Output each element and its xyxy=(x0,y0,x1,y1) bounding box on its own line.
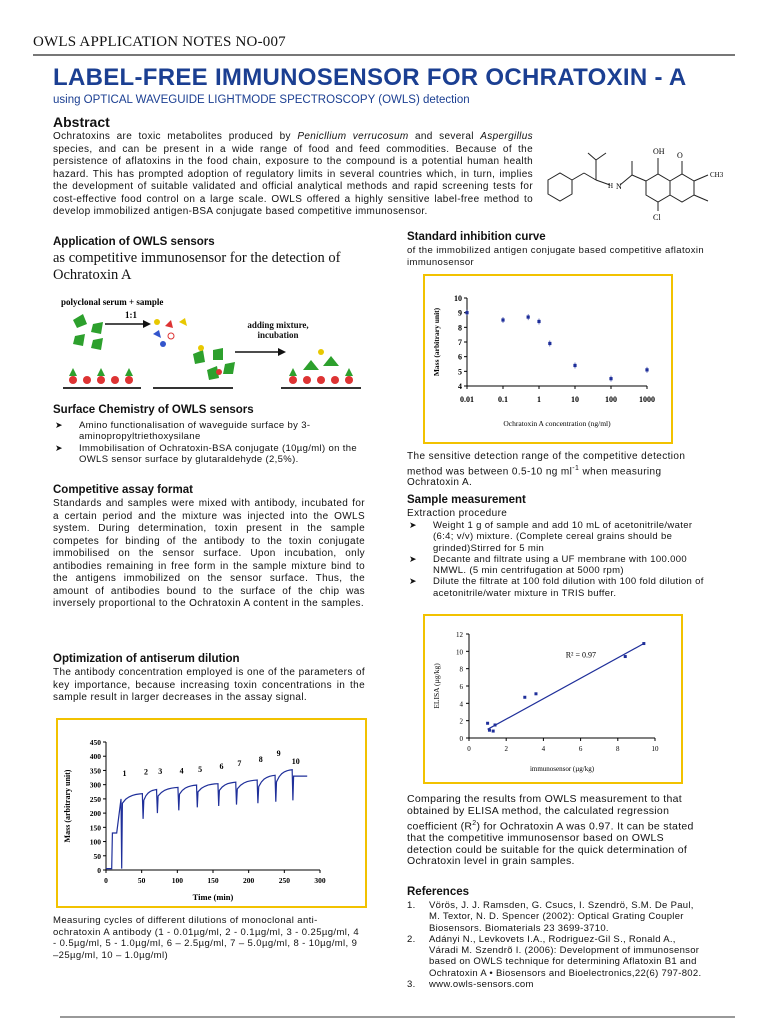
list-item: ➤ Decante and filtrate using a UF membrane with 100.000 NMWL. (5 min centrifugation at 5000 rpm) xyxy=(409,553,688,577)
y-axis-label: ELISA (µg/kg) xyxy=(432,663,441,709)
cycles-caption: Measuring cycles of different dilutions of monoclonal anti-ochratoxin A antibody (1 - 0.01µg/ml, 2 - 0.1µg/ml, 3 - 0.25µg/ml, 4 - 0.5µg/ml, 5 - 1.0µg/ml, 6 – 2.5µg/ml, 7 – 5.0µg/ml, 8 - 10µg/ml, 9 –25µg/ml, 10 – 1.0µg/ml) xyxy=(53,915,360,961)
y-tick-label: 2 xyxy=(459,717,463,726)
y-tick-label: 9 xyxy=(458,308,462,318)
x-tick-label: 0 xyxy=(104,876,108,885)
y-tick-label: 8 xyxy=(459,665,463,674)
cycle-label: 2 xyxy=(143,767,148,777)
x-tick-label: 0.01 xyxy=(460,395,474,404)
inhibition-chart-frame xyxy=(423,274,673,444)
data-point xyxy=(486,722,489,725)
structure-o-label: O xyxy=(677,151,683,160)
surface-chemistry-heading: Surface Chemistry of OWLS sensors xyxy=(53,404,254,416)
references-heading: References xyxy=(407,886,470,898)
sample-subheading: Extraction procedure xyxy=(407,508,508,519)
data-point xyxy=(494,724,497,727)
x-tick-label: 4 xyxy=(541,745,546,753)
sample-heading: Sample measurement xyxy=(407,494,526,506)
structure-ch3-label: CH3 xyxy=(710,171,724,179)
y-tick-label: 10 xyxy=(454,294,462,303)
x-axis-label: Time (min) xyxy=(192,892,234,902)
reference-item: 2. Adányi N., Levkovets I.A., Rodriguez-Gil S., Ronald A., Váradi M. Szendrõ I. (2006): Development of immunosensor based on OWLS technique for determining Aflatoxin B1 and Ochratoxin A • Biosensors and Bioelectronics,22(6) 797-802. xyxy=(407,933,702,979)
x-tick-label: 10 xyxy=(651,745,659,753)
structure-cl-label: Cl xyxy=(653,213,661,222)
x-tick-label: 100 xyxy=(605,395,617,404)
page-subtitle: using OPTICAL WAVEGUIDE LIGHTMODE SPECTROSCOPY (OWLS) detection xyxy=(53,94,470,106)
data-point xyxy=(624,655,627,658)
data-point xyxy=(488,729,491,732)
inhibition-heading: Standard inhibition curve xyxy=(407,231,546,243)
x-axis-label: immunosensor (µg/kg) xyxy=(529,765,595,773)
inhibition-subheading: of the immobilized antigen conjugate based competitive aflatoxin immunosensor xyxy=(407,245,705,268)
y-tick-label: 0 xyxy=(459,735,463,743)
page-title: LABEL-FREE IMMUNOSENSOR FOR OCHRATOXIN - A xyxy=(53,64,687,91)
schematic-adding-label: adding mixture, incubation xyxy=(247,320,309,340)
competitive-text: Standards and samples were mixed with antibody, incubated for a certain period and the mixture was injected into the OWLS system. During determination, toxin present in the sample competes for binding of the antibody to the toxin conjugate immobilised on the sensor surface. Upon incubation, only antibodies remaining in free form in the sample mixture bind to the antigens immobilized on the sensor surface. Thus, the amount of antibodies bound to the surface of the chip was inversely proportional to the Ochratoxin A content in the samples. xyxy=(53,498,365,609)
cycle-label: 3 xyxy=(158,767,163,777)
x-tick-label: 150 xyxy=(207,876,219,885)
y-tick-label: 5 xyxy=(458,367,462,377)
cycle-label: 9 xyxy=(276,749,281,759)
ochratoxin-structure xyxy=(540,125,740,225)
sample-steps-list xyxy=(407,520,707,599)
cycle-label: 4 xyxy=(179,766,184,776)
x-tick-label: 50 xyxy=(137,876,146,885)
y-tick-label: 100 xyxy=(89,837,101,847)
running-header: OWLS APPLICATION NOTES NO-007 xyxy=(33,34,286,50)
footer-rule xyxy=(60,1016,735,1018)
references-list xyxy=(407,900,707,990)
x-tick-label: 1 xyxy=(537,395,541,404)
x-tick-label: 300 xyxy=(314,876,326,885)
list-item: ➤ Amino functionalisation of waveguide surface by 3-aminopropyltriethoxysilane xyxy=(55,420,311,443)
x-tick-label: 10 xyxy=(571,395,579,404)
y-tick-label: 6 xyxy=(459,683,463,691)
y-tick-label: 250 xyxy=(89,794,101,804)
y-tick-label: 50 xyxy=(93,851,101,861)
optimization-heading: Optimization of antiserum dilution xyxy=(53,653,240,665)
y-tick-label: 4 xyxy=(459,700,463,709)
reference-item: 1. Vörös, J. J. Ramsden, G. Csucs, I. Szendrö, S.M. De Paul, M. Textor, N. D. Spencer (2002): Optical Grating Coupler Biosensors. Biomaterials 23 3699-3710. xyxy=(407,900,694,934)
assay-schematic xyxy=(53,292,373,400)
comparison-text: Comparing the results from OWLS measurement to that obtained by ELISA method, the calculated regression coefficient $(R^2)$ for Ochratoxin A was 0.97. It can be stated that the competitive immunosensor based on OWLS detection could be suitable for the quick determination of Ochratoxin level in grain samples. xyxy=(407,793,694,868)
y-tick-label: 0 xyxy=(97,866,101,875)
x-tick-label: 250 xyxy=(278,876,290,885)
cycle-label: 5 xyxy=(198,764,203,774)
correlation-chart xyxy=(425,616,681,782)
correlation-chart-frame xyxy=(423,614,683,784)
x-tick-label: 0 xyxy=(467,745,471,753)
surface-chemistry-list xyxy=(53,420,365,465)
optimization-text: The antibody concentration employed is one of the parameters of key importance, because increasing toxin concentrations in the sample result in larger decreases in the assay signal. xyxy=(53,667,365,703)
schematic-ratio-label: 1:1 xyxy=(125,310,137,320)
data-point xyxy=(523,696,526,699)
y-tick-label: 7 xyxy=(458,338,462,347)
y-axis-label: Mass (arbitrary unit) xyxy=(63,769,72,843)
y-tick-label: 400 xyxy=(89,752,101,762)
header-rule xyxy=(33,54,735,56)
cycles-series-line xyxy=(106,767,307,869)
inhibition-caption: The sensitive detection range of the competitive detection method was between 0.5-10 ng $ml^{-1}$ when measuring Ochratoxin A. xyxy=(407,451,686,489)
competitive-heading: Competitive assay format xyxy=(53,484,193,496)
abstract-heading: Abstract xyxy=(53,114,110,130)
x-tick-label: 6 xyxy=(578,745,583,753)
x-tick-label: 100 xyxy=(171,876,183,885)
y-tick-label: 350 xyxy=(89,766,101,776)
cycle-label: 8 xyxy=(258,754,263,764)
reference-item[interactable]: 3. www.owls-sensors.com xyxy=(407,979,534,991)
x-tick-label: 8 xyxy=(616,745,620,753)
y-axis-label: Mass (arbitrary unit) xyxy=(432,307,441,377)
schematic-polyclonal-label: polyclonal serum + sample xyxy=(61,297,164,307)
application-subheading: as competitive immunosensor for the detection of Ochratoxin A xyxy=(53,250,341,283)
y-tick-label: 6 xyxy=(458,352,462,362)
abstract-text: Ochratoxins are toxic metabolites produced by Penicllium verrucosum and several Aspergillus species, and can be present in a wide range of food and feed commodities. Because of the persistence of aflatoxins in the food chain, exposure to the compound is a potential human health hazard. This has prompted adoption of regulatory limits in several countries which, in turn, implies the development of suitable validated and official analytical methods and rapid screening tests for cost-effective food control on a large scale. OWLS offered a highly sensitive label-free method to develop immobilized antigen-BSA conjugate based competitive immunosensor. xyxy=(53,131,533,217)
data-point xyxy=(642,642,645,645)
y-tick-label: 300 xyxy=(89,780,101,790)
x-tick-label: 1000 xyxy=(639,395,655,404)
y-tick-label: 8 xyxy=(458,323,462,333)
list-item: ➤ Dilute the filtrate at 100 fold dilution with 100 fold dilution of acetonitrile/water mixture in TRIS buffer. xyxy=(409,576,704,599)
x-tick-label: 200 xyxy=(243,876,255,885)
inhibition-chart xyxy=(425,276,671,442)
data-point xyxy=(492,730,495,733)
x-tick-label: 2 xyxy=(504,745,508,753)
y-tick-label: 450 xyxy=(89,738,101,747)
cycle-label: 7 xyxy=(237,759,242,769)
data-point xyxy=(534,692,537,695)
cycle-label: 6 xyxy=(219,762,224,772)
cycle-label: 10 xyxy=(291,757,300,767)
y-tick-label: 10 xyxy=(456,648,463,657)
cycle-label: 1 xyxy=(122,769,127,779)
r-squared-annotation: R² = 0.97 xyxy=(565,650,596,660)
structure-n-label: N xyxy=(616,182,622,191)
y-tick-label: 150 xyxy=(89,823,101,833)
application-heading: Application of OWLS sensors xyxy=(53,236,215,248)
list-item: ➤ Immobilisation of Ochratoxin-BSA conjugate (10µg/ml) on the OWLS sensor surface by glutaraldehyde (2,5%). xyxy=(55,442,357,465)
x-tick-label: 0.1 xyxy=(498,395,508,404)
y-tick-label: 12 xyxy=(456,631,463,639)
list-item: ➤ Weight 1 g of sample and add 10 mL of acetonitrile/water (6:4; v/v) mixture. (Complete cereal grains should be grinded)Stirred for 5 min xyxy=(409,520,693,554)
cycles-chart-frame xyxy=(56,718,367,908)
y-tick-label: 200 xyxy=(89,809,101,819)
cycles-chart xyxy=(58,720,365,906)
x-axis-label: Ochratoxin A concentration (ng/ml) xyxy=(503,419,611,428)
structure-oh-label: OH xyxy=(653,147,665,156)
y-tick-label: 4 xyxy=(458,382,462,391)
structure-h-label: H xyxy=(608,182,614,190)
